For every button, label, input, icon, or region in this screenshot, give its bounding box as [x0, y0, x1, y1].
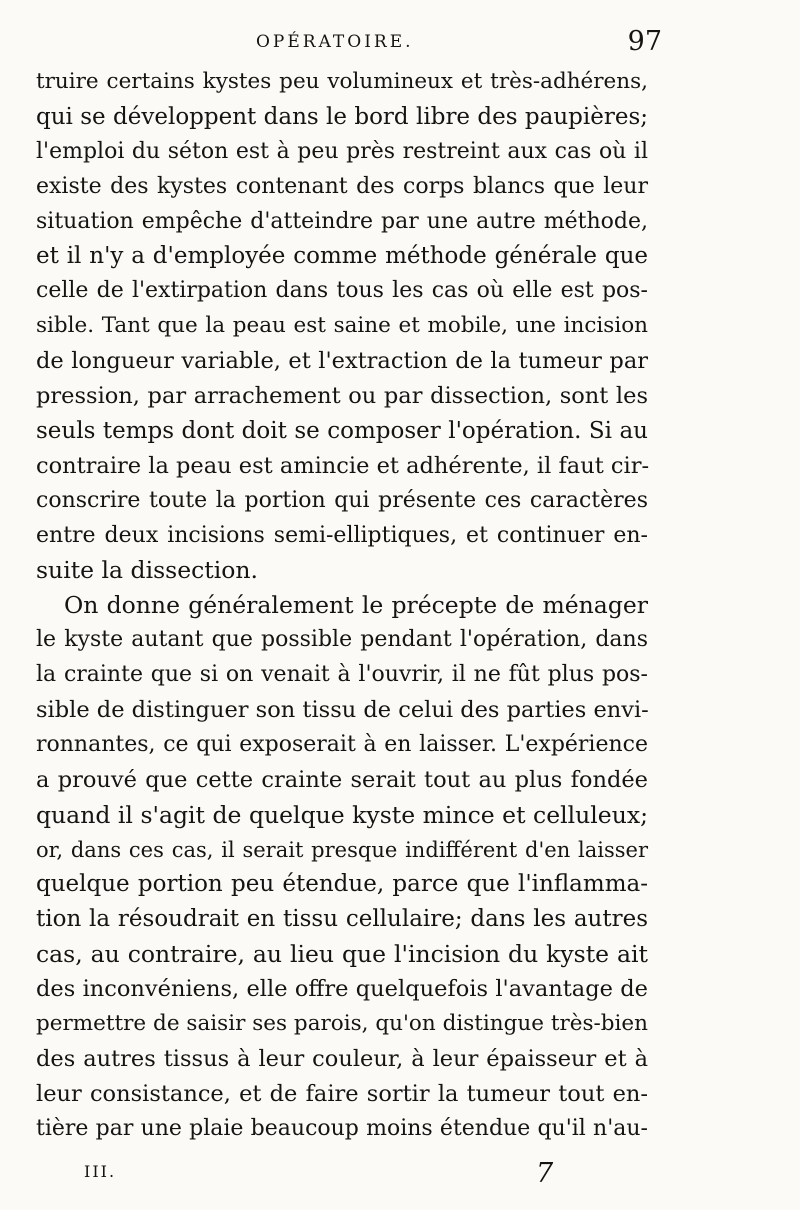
text-line: celle de l'extirpation dans tous les cas où elle est pos-: [36, 278, 648, 304]
text-line: permettre de saisir ses parois, qu'on distingue très-bien: [36, 1011, 648, 1037]
text-line: quand il s'agit de quelque kyste mince et celluleux;: [36, 800, 648, 829]
text-line: On donne généralement le précepte de ménager: [64, 591, 648, 620]
text-line: tion la résoudrait en tissu cellulaire; dans les autres: [36, 906, 648, 933]
paragraph-2: [36, 588, 648, 1146]
text-line: sible. Tant que la peau est saine et mobile, une incision: [36, 313, 648, 339]
text-line: existe des kystes contenant des corps blancs que leur: [36, 173, 648, 199]
paragraph-1: [36, 65, 648, 588]
text-line: l'emploi du séton est à peu près restreint aux cas où il: [36, 138, 648, 164]
text-line: seuls temps dont doit se composer l'opération. Si au: [36, 417, 648, 444]
text-line: entre deux incisions semi-elliptiques, et continuer en-: [36, 522, 648, 548]
page-number: 97: [627, 26, 662, 57]
text-line: a prouvé que cette crainte serait tout au plus fondée: [36, 766, 648, 793]
text-line: suite la dissection.: [36, 556, 258, 585]
running-head: OPÉRATOIRE.: [256, 32, 414, 52]
text-line: conscrire toute la portion qui présente ces caractères: [36, 487, 648, 513]
text-line: quelque portion peu étendue, parce que l'inflamma-: [36, 871, 648, 898]
text-line: sible de distinguer son tissu de celui des parties envi-: [36, 697, 649, 724]
text-line: le kyste autant que possible pendant l'opération, dans: [36, 627, 648, 653]
text-line: cas, au contraire, au lieu que l'incision du kyste ait: [36, 940, 648, 969]
text-line: de longueur variable, et l'extraction de la tumeur par: [36, 348, 648, 375]
body-text: [36, 65, 648, 1147]
text-line: ronnantes, ce qui exposerait à en laisser. L'expérience: [36, 731, 648, 757]
page-header: [36, 26, 662, 64]
signature-number: 7: [536, 1158, 554, 1189]
text-line: or, dans ces cas, il serait presque indifférent d'en laisser: [36, 837, 648, 862]
text-line: qui se développent dans le bord libre des paupières;: [36, 103, 648, 130]
text-line: la crainte que si on venait à l'ouvrir, il ne fût plus pos-: [36, 662, 648, 688]
text-line: des autres tissus à leur couleur, à leur épaisseur et à: [36, 1045, 648, 1072]
text-line: des inconvéniens, elle offre quelquefois l'avantage de: [36, 976, 648, 1003]
text-line: leur consistance, et de faire sortir la tumeur tout en-: [36, 1080, 648, 1107]
text-line: situation empêche d'atteindre par une autre méthode,: [36, 208, 648, 234]
page-footer: [36, 1160, 648, 1200]
text-line: et il n'y a d'employée comme méthode générale que: [36, 243, 648, 270]
text-line: truire certains kystes peu volumineux et très-adhérens,: [36, 69, 648, 94]
signature-mark: III.: [84, 1162, 117, 1181]
text-line: contraire la peau est amincie et adhérente, il faut cir-: [36, 452, 650, 479]
text-line: pression, par arrachement ou par dissection, sont les: [36, 383, 648, 410]
text-line: tière par une plaie beaucoup moins étendue qu'il n'au-: [36, 1115, 648, 1141]
